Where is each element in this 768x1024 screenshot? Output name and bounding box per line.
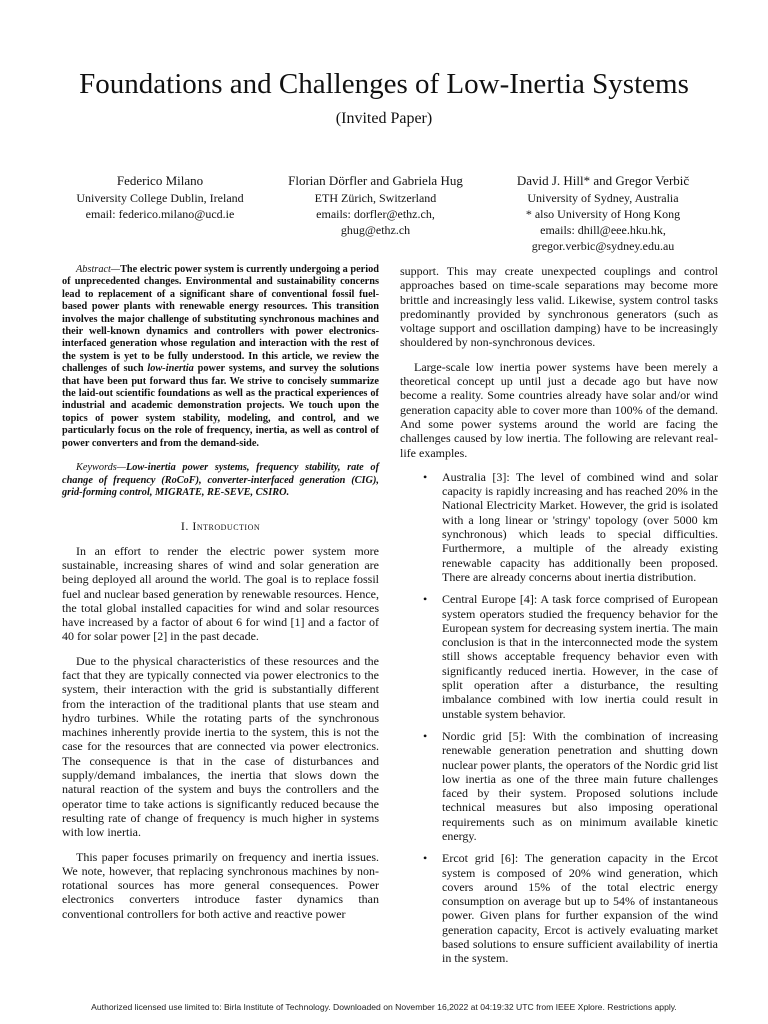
list-item-text: Central Europe [4]: A task force comprised of European system operators studied the frequency behavior for the European system for decreasing system inertia. The main conclusion is that in the interconnected mode the system still shows acceptable frequency behavior even with significantly reduced inertia. However, in the case of split operation after a disturbance, the resulting imbalance combined with low inertia could result in unstable system behavior. bbox=[442, 592, 718, 721]
author-affiliation: ETH Zürich, Switzerland bbox=[314, 191, 437, 205]
section-number: I. bbox=[180, 519, 189, 534]
author-email: gregor.verbic@sydney.edu.au bbox=[531, 239, 675, 253]
author-name: Florian Dörfler and Gabriela Hug bbox=[288, 173, 463, 188]
author-affiliation: University College Dublin, Ireland bbox=[76, 191, 244, 205]
author-affiliation: University of Sydney, Australia bbox=[527, 191, 679, 205]
author-3 bbox=[490, 172, 716, 254]
paragraph: support. This may create unexpected couplings and control approaches based on time-scale separations may become more brittle and increasingly less valid. Likewise, system control tasks predominantly provided by synchronous generators (such as voltage support and oscillation damping) have to be increasingly shouldered by non-synchronous devices. bbox=[400, 264, 718, 350]
license-footer: Authorized licensed use limited to: Birla Institute of Technology. Downloaded on November 16,2022 at 04:19:32 UTC from IEEE Xplore. Restrictions apply. bbox=[91, 1002, 677, 1012]
author-1 bbox=[60, 172, 260, 222]
abstract bbox=[62, 264, 379, 450]
paper-title: Foundations and Challenges of Low-Inertia Systems bbox=[79, 68, 689, 100]
author-email: emails: dorfler@ethz.ch, bbox=[316, 207, 435, 221]
list-item-text: Nordic grid [5]: With the combination of increasing renewable generation penetration and shutting down nuclear power plants, the operators of the Nordic grid list low inertia as one of the three main future challenges faced by their system. Proposed solutions include technical measures but also imposing operational requirements such as on minimum available kinetic energy. bbox=[442, 728, 718, 843]
right-column bbox=[400, 264, 718, 974]
author-affiliation: * also University of Hong Kong bbox=[525, 207, 681, 221]
author-name: Federico Milano bbox=[116, 173, 204, 188]
bullet-icon: • bbox=[423, 469, 428, 484]
paper-subtitle: (Invited Paper) bbox=[335, 110, 433, 127]
bullet-icon: • bbox=[423, 728, 428, 743]
keywords-lead: Keywords— bbox=[76, 462, 126, 474]
list-item-text: Australia [3]: The level of combined wind and solar capacity is rapidly increasing and has reached 20% in the National Electricity Market. However, the grid is isolated with a long linear or 'stringy' topology (over 5000 km synchronous) which leads to special difficulties. Furthermore, a multiple of the already existing renewable capacity has additionally been proposed. There are already concerns about inertia distribution. bbox=[442, 469, 718, 584]
keywords-text: Low-inertia power systems, frequency stability, rate of change of frequency (RoCoF), converter-interfaced generation (CIG), grid-forming control, MIGRATE, RE-SEVE, CSIRO. bbox=[62, 462, 379, 498]
abstract-italic: low-inertia bbox=[147, 363, 194, 375]
bullet-list bbox=[400, 470, 718, 966]
author-2 bbox=[268, 172, 483, 238]
keywords bbox=[62, 462, 379, 499]
list-item bbox=[400, 470, 718, 584]
section-title: Introduction bbox=[192, 519, 261, 534]
list-item bbox=[400, 592, 718, 721]
list-item bbox=[400, 851, 718, 965]
bullet-icon: • bbox=[423, 592, 428, 607]
paragraph: In an effort to render the electric power system more sustainable, increasing shares of wind and solar generation are being deployed all around the world. The goal is to replace fossil fuel and nuclear based generation by renewable resources. Hence, the total global installed capacities for wind and solar resources have increased by a factor of about 6 for wind [1] and a factor of 40 for solar power [2] in the past decade. bbox=[62, 543, 379, 644]
abstract-lead: Abstract— bbox=[76, 264, 121, 275]
abstract-text: The electric power system is currently undergoing a period of unprecedented changes. Environmental and sustainability concerns lead to replacement of a significant share of conventional fossil fuel-based power plants with renewable energy resources. This transition involves the major challenge of substituting synchronous machines and their well-known dynamics and controllers with power electronics-interfaced generation whose regulation and interaction with the rest of the system is yet to be fully understood. In this article, we review the challenges of such bbox=[62, 264, 379, 375]
paragraph: Due to the physical characteristics of these resources and the fact that they are typically connected via power electronics to the system, their interaction with the grid is substantially different from the interaction of the traditional plants that use steam and hydro turbines. While the rotating parts of the synchronous machines inherently provide inertia to the system, this is not the case for the resources that are connected via power electronics. The consequence is that in the case of disturbances and supply/demand imbalances, the inertia that slows down the natural reaction of the system and buys the controllers and the operator time to take actions is significantly reduced because the resulting rate of change of frequency is much higher in systems with low inertia. bbox=[62, 653, 379, 840]
bullet-icon: • bbox=[423, 851, 428, 866]
author-name: David J. Hill* and Gregor Verbič bbox=[516, 173, 690, 188]
paragraph: This paper focuses primarily on frequency and inertia issues. We note, however, that replacing synchronous machines by non-rotational sources has more general consequences. Power electronics converters introduce faster dynamics than conventional controllers for both active and reactive power bbox=[62, 849, 379, 921]
list-item bbox=[400, 729, 718, 843]
author-email: email: federico.milano@ucd.ie bbox=[85, 207, 235, 221]
list-item-text: Ercot grid [6]: The generation capacity in the Ercot system is composed of 20% wind generation, which covers around 15% of the total electric energy consumption on average but up to 54% of instantaneous power. Given plans for further expansion of the wind generation capacity, Ercot is actively evaluating market based solutions to ensure sufficient availability of inertia in the system. bbox=[442, 851, 718, 966]
left-column bbox=[62, 264, 379, 931]
section-heading bbox=[62, 519, 379, 533]
author-email: emails: dhill@eee.hku.hk, bbox=[540, 223, 666, 237]
author-email: ghug@ethz.ch bbox=[340, 223, 411, 237]
paragraph: Large-scale low inertia power systems have been merely a theoretical concept up until just a decade ago but have now become a reality. Some countries already have solar and/or wind generation capacity able to cover more than 100% of the demand. And some power systems around the world are facing the challenges caused by low inertia. The following are relevant real-life examples. bbox=[400, 359, 718, 460]
abstract-text: power systems, and survey the solutions that have been put forward thus far. We strive to concisely summarize the laid-out scientific foundations as well as the practical experiences of industrial and academic demonstration projects. We touch upon the topics of power system stability, modeling, and control, and we particularly focus on the role of frequency, inertia, as well as control of power converters and from the demand-side. bbox=[62, 363, 379, 449]
